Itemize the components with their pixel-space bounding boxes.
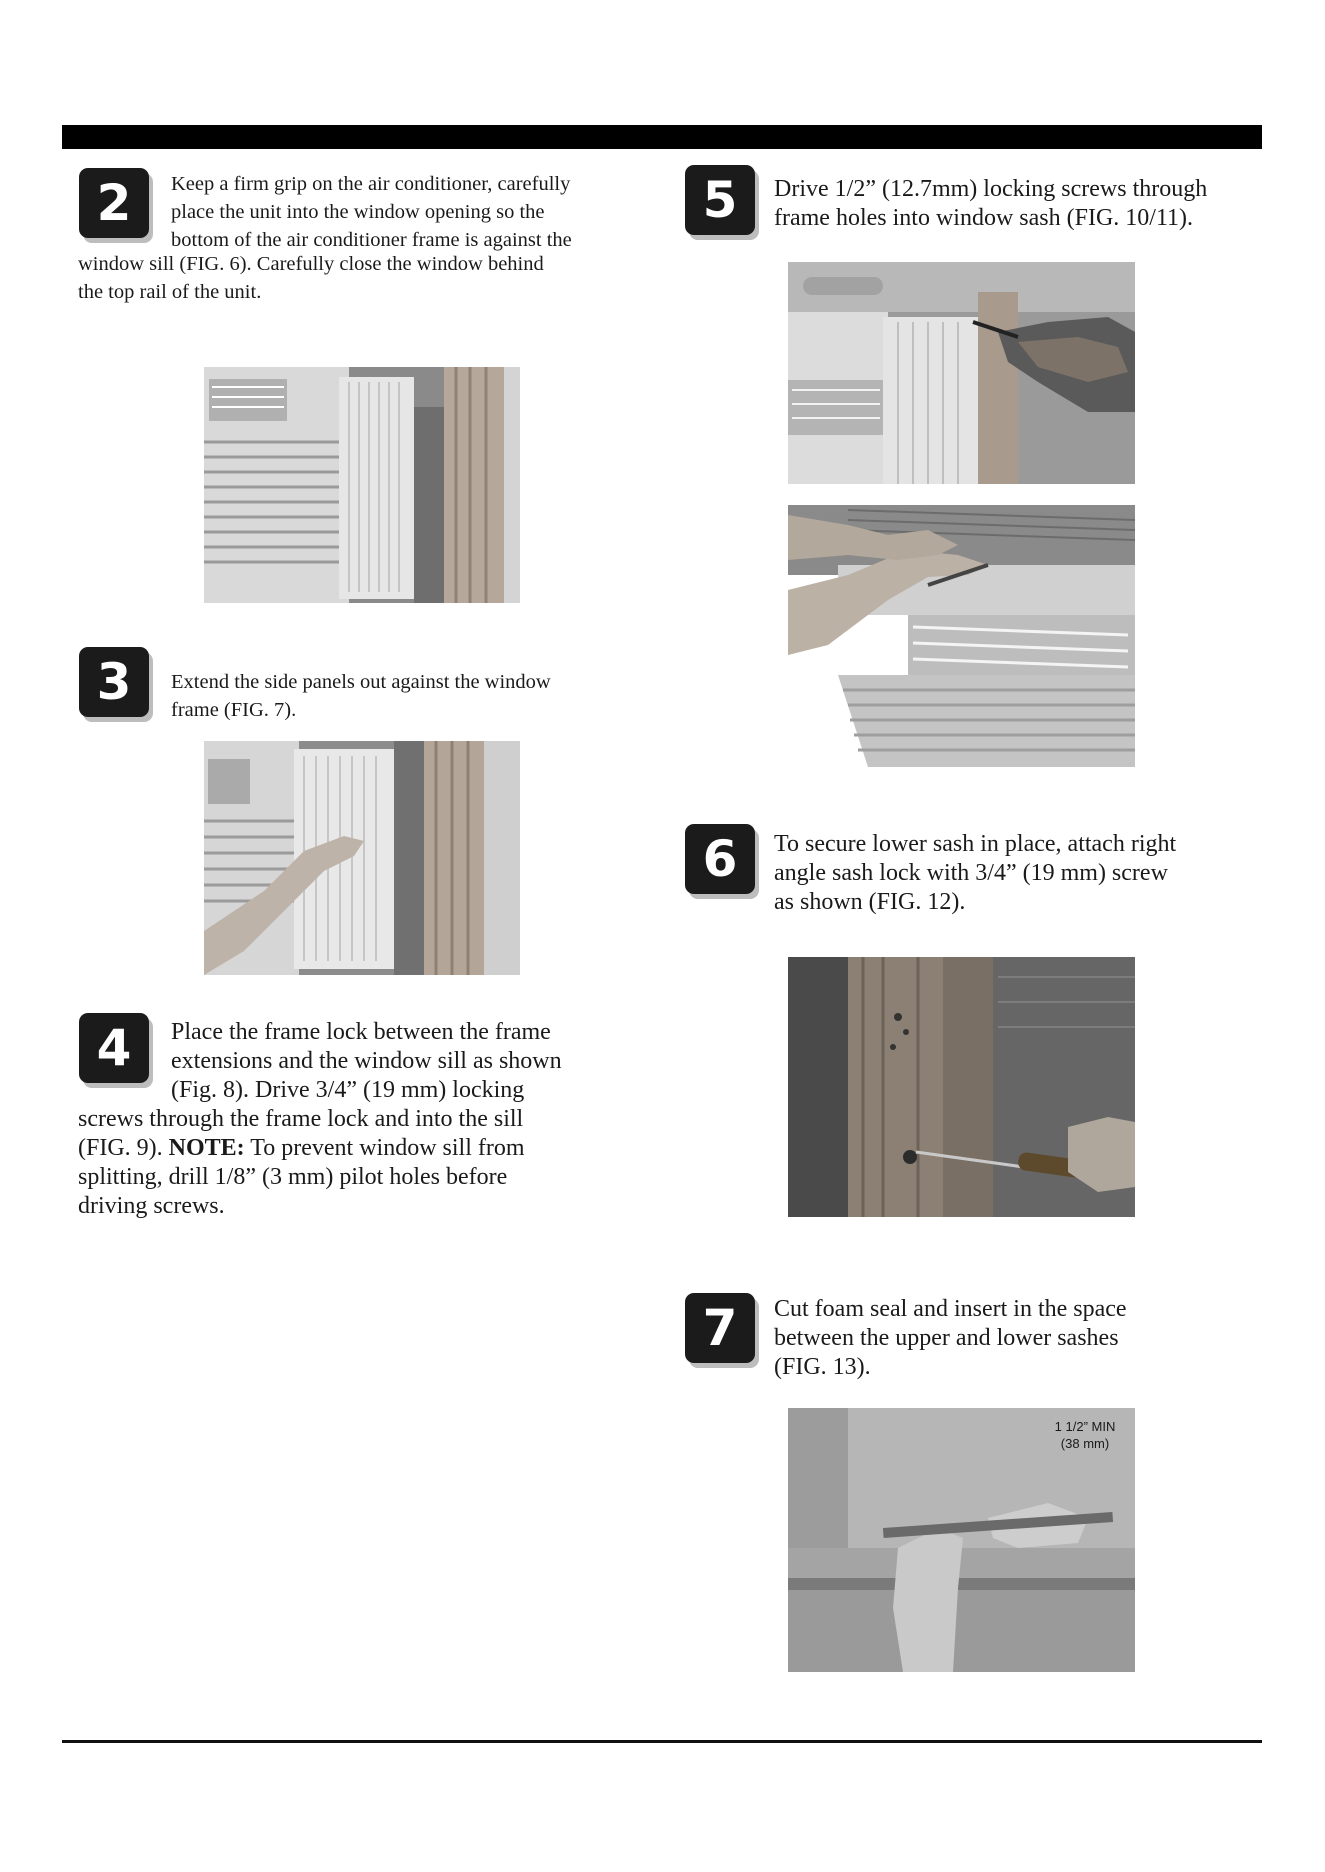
step-5-text: [774, 175, 1264, 233]
step-4-text-indented: [171, 1018, 651, 1105]
text-line: between the upper and lower sashes: [774, 1325, 1119, 1351]
note-text: To prevent window sill from: [250, 1135, 525, 1161]
step-3-text: [171, 668, 641, 724]
text-line: Keep a firm grip on the air conditioner, carefully: [171, 173, 571, 195]
fig-12-photo: [788, 957, 1135, 1217]
fig-7-photo: [204, 741, 520, 975]
step-5-badge: [685, 165, 755, 235]
dimension-line-2: (38 mm): [1060, 1436, 1110, 1451]
text-line: Place the frame lock between the frame: [171, 1019, 551, 1045]
text-line: place the unit into the window opening so the: [171, 201, 545, 223]
fig-ref: (FIG. 9).: [78, 1135, 163, 1161]
fig-6-photo: [204, 367, 520, 603]
step-2-badge: [79, 168, 149, 238]
text-line: (Fig. 8). Drive 3/4” (19 mm) locking: [171, 1077, 525, 1103]
text-line: window sill (FIG. 6). Carefully close the window behind: [78, 253, 544, 275]
step-2-text-full: [78, 250, 638, 306]
step-number: 6: [702, 830, 738, 888]
text-line: frame (FIG. 7).: [171, 699, 297, 721]
text-line: the top rail of the unit.: [78, 281, 262, 303]
text-line: screws through the frame lock and into the sill: [78, 1106, 524, 1132]
text-line: bottom of the air conditioner frame is against the: [171, 229, 572, 251]
text-line: extensions and the window sill as shown: [171, 1048, 562, 1074]
step-6-text: [774, 830, 1264, 917]
dimension-line-1: 1 1/2” MIN: [1054, 1419, 1116, 1434]
text-line: frame holes into window sash (FIG. 10/11).: [774, 205, 1194, 231]
header-bar: [62, 125, 1262, 149]
note-label: NOTE:: [168, 1135, 245, 1161]
fig-11-photo: [788, 505, 1135, 767]
text-line: driving screws.: [78, 1193, 225, 1219]
text-line: as shown (FIG. 12).: [774, 889, 966, 915]
fig-10-photo: [788, 262, 1135, 484]
step-number: 3: [96, 653, 132, 711]
text-line: (FIG. 13).: [774, 1354, 871, 1380]
step-6-badge: [685, 824, 755, 894]
step-7-text: [774, 1295, 1264, 1382]
text-line: To secure lower sash in place, attach right: [774, 831, 1177, 857]
text-line: Cut foam seal and insert in the space: [774, 1296, 1127, 1322]
step-4-badge: [79, 1013, 149, 1083]
text-line: [78, 1134, 658, 1163]
text-line: Extend the side panels out against the window: [171, 671, 551, 693]
fig-13-dimension-label: [1040, 1418, 1130, 1452]
step-number: 5: [702, 171, 738, 229]
step-number: 7: [702, 1299, 738, 1357]
text-line: angle sash lock with 3/4” (19 mm) screw: [774, 860, 1168, 886]
footer-rule: [62, 1740, 1262, 1743]
step-4-text-full: [78, 1105, 658, 1221]
step-2-text-indented: [171, 170, 631, 254]
step-3-badge: [79, 647, 149, 717]
step-number: 2: [96, 174, 132, 232]
text-line: Drive 1/2” (12.7mm) locking screws through: [774, 176, 1208, 202]
text-line: splitting, drill 1/8” (3 mm) pilot holes before: [78, 1164, 508, 1190]
step-number: 4: [96, 1019, 132, 1077]
step-7-badge: [685, 1293, 755, 1363]
